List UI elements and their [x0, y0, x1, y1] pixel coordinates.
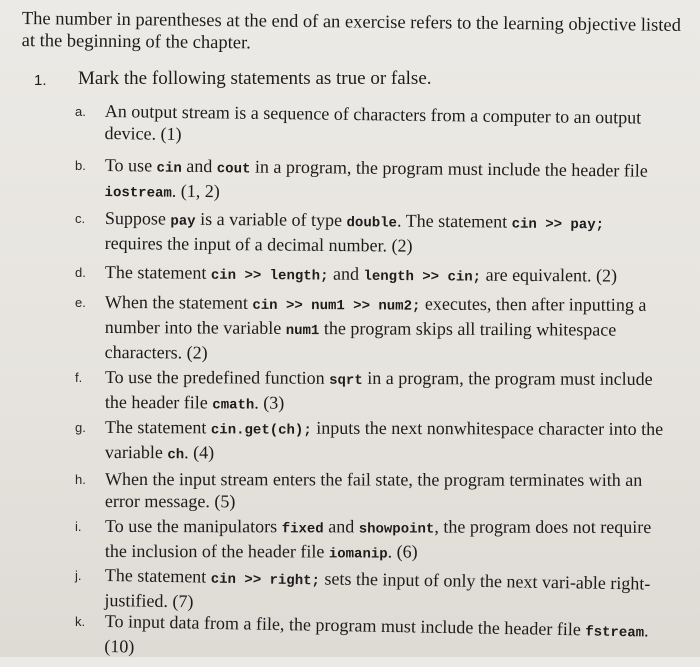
code-run: cin [156, 160, 182, 177]
text-run: are equivalent. (2) [481, 264, 618, 286]
code-run: cin >> num1 >> num2; [252, 297, 421, 315]
text-run: inputs the next nonwhitespace character into the variable [104, 417, 664, 463]
item-letter: a. [75, 104, 86, 119]
text-run: requires the input of a decimal number. (2) [104, 232, 413, 256]
text-run: An output stream is a sequence of characters from a computer to an output device. (1) [104, 100, 642, 144]
code-run: iostream [104, 184, 172, 202]
code-run: sqrt [329, 372, 363, 389]
text-run: To use [104, 154, 157, 176]
code-run: cmath [212, 397, 255, 414]
code-run: length >> cin; [363, 268, 482, 286]
text-run: and [323, 516, 359, 537]
text-run: . (6) [387, 541, 418, 562]
item-text [104, 100, 664, 151]
item-text [105, 291, 665, 366]
code-run: cin.get(ch); [210, 422, 312, 439]
item-letter: e. [75, 295, 86, 310]
code-run: cin >> pay; [511, 216, 605, 234]
text-run: The statement [104, 417, 211, 438]
code-run: ch [167, 447, 185, 464]
item-text [104, 610, 665, 667]
text-run: and [181, 155, 217, 177]
intro-text: The number in parentheses at the end of an exercise refers to the learning objective listed at the beginning of the chapter. [21, 8, 682, 54]
text-run: in a program, the program must include the header file [104, 367, 653, 413]
text-run: Suppose [104, 207, 171, 229]
item-letter: h. [75, 472, 86, 487]
code-run: pay [170, 213, 196, 230]
code-run: double [346, 215, 398, 232]
text-run: . The statement [396, 210, 512, 232]
text-run: is a variable of type [195, 208, 347, 231]
item-letter: d. [75, 265, 86, 280]
text-run: The statement [104, 261, 211, 283]
item-text [105, 207, 665, 259]
item-letter: c. [75, 211, 86, 226]
item-text [105, 515, 665, 566]
text-run: executes, then after inputting a number into the variable [104, 293, 647, 338]
text-run: . (10) [104, 620, 649, 657]
text-run: . (3) [254, 392, 285, 413]
code-run: iomanip [328, 546, 388, 563]
item-text [105, 366, 665, 418]
text-run: To use the predefined function [104, 367, 330, 388]
text-run: . (1, 2) [171, 180, 220, 202]
item-text [104, 154, 664, 210]
text-run: When the statement [104, 292, 253, 313]
text-run: When the input stream enters the fail state, the program terminates with an error message. (5) [104, 469, 643, 512]
text-run: To input data from a file, the program must include the header file [104, 610, 586, 640]
question-prompt: Mark the following statements as true or false. [78, 68, 432, 89]
text-run: in a program, the program must include the header file [250, 156, 648, 181]
item-text [105, 468, 665, 513]
code-run: cin >> length; [210, 267, 329, 285]
item-letter: j. [75, 568, 82, 583]
code-run: fstream [585, 624, 645, 642]
item-letter: i. [75, 519, 82, 534]
item-letter: g. [75, 420, 86, 435]
text-run: . (4) [184, 442, 215, 463]
code-run: cin >> right; [210, 571, 321, 590]
code-run: num1 [285, 322, 320, 340]
item-text [105, 261, 700, 290]
code-run: fixed [281, 521, 324, 538]
code-run: cout [216, 161, 251, 178]
text-run: , the program does not require the inclusion of the header file [104, 516, 652, 562]
text-run: and [328, 263, 364, 284]
text-run: sets the input of only the next vari-able right-justified. (7) [104, 568, 651, 612]
item-letter: f. [75, 370, 83, 385]
item-letter: k. [75, 614, 86, 629]
text-run: The statement [104, 564, 211, 587]
question-number: 1. [34, 72, 47, 89]
code-run: showpoint [358, 521, 435, 538]
text-run: To use the manipulators [104, 516, 282, 537]
text-run: the program skips all trailing whitespace characters. (2) [104, 318, 617, 363]
item-text [105, 416, 665, 468]
item-letter: b. [75, 158, 86, 173]
